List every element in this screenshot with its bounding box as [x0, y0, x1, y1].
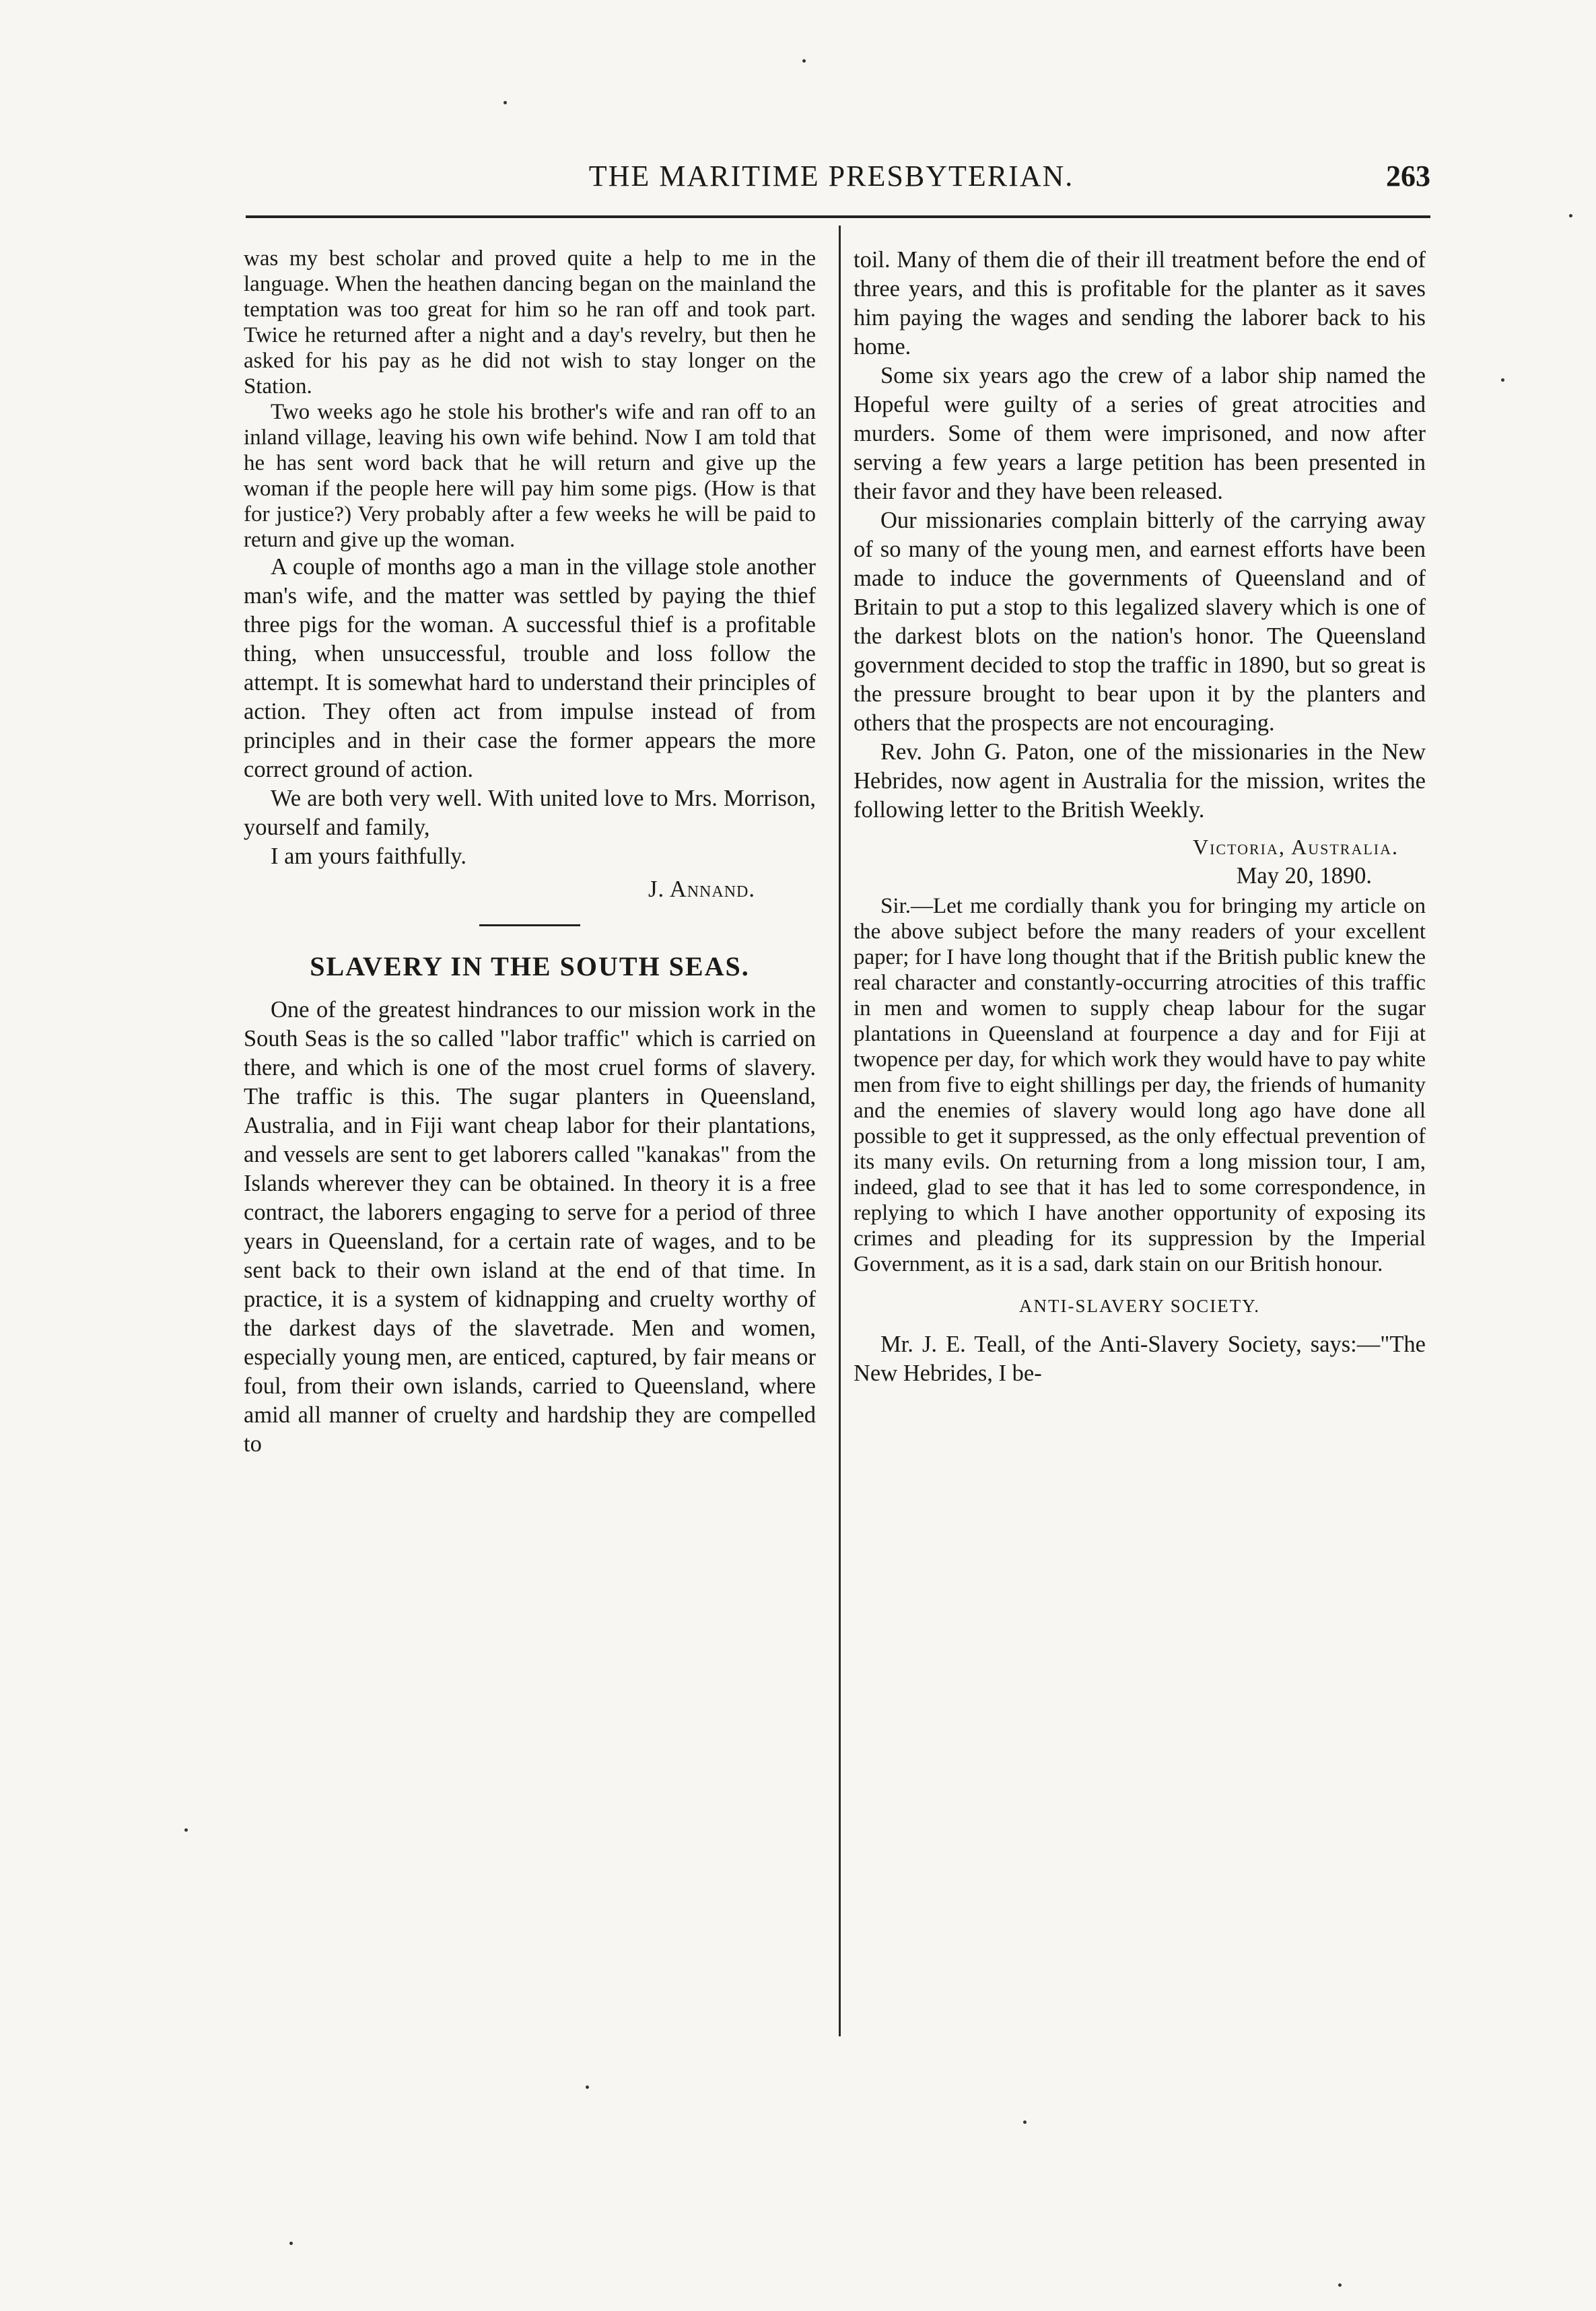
- article-paragraph: Rev. John G. Paton, one of the missionaries in the New Hebrides, now agent in Australia for the mission, writes the following letter to the British Weekly.: [854, 739, 1426, 823]
- running-title: THE MARITIME PRESBYTERIAN.: [588, 160, 1074, 193]
- letter-paragraph: was my best scholar and proved quite a help to me in the language. When the heathen dancing began on the mainland the temptation was too great for him so he ran off and took part. Twice he returned after a night and a day's revelry, but then he asked for his pay as he did not wish to stay longer on the Station.: [244, 246, 816, 399]
- article-paragraph: Some six years ago the crew of a labor ship named the Hopeful were guilty of a series of great atrocities and murders. Some of them were imprisoned, and now after serving a few years a large petition has been presented in their favor and they have been released.: [854, 363, 1426, 504]
- print-speck: [586, 2085, 589, 2089]
- column-divider: [839, 226, 841, 2036]
- section-heading: SLAVERY IN THE SOUTH SEAS.: [310, 951, 750, 981]
- section-separator: [479, 924, 580, 926]
- print-speck: [504, 101, 507, 104]
- article-paragraph: Our missionaries complain bitterly of the carrying away of so many of the young men, and earnest efforts have been made to induce the governments of Queensland and of Britain to put a stop to this legalized slavery which is one of the darkest blots on the nation's honor. The Queensland government decided to stop the traffic in 1890, but so great is the pressure brought to bear upon it by the planters and others that the prospects are not encouraging.: [854, 508, 1426, 736]
- right-column: [854, 246, 1426, 1388]
- print-speck: [1023, 2120, 1027, 2124]
- print-speck: [184, 1828, 188, 1832]
- letter-date: May 20, 1890.: [1236, 863, 1372, 889]
- subheading: ANTI-SLAVERY SOCIETY.: [1018, 1296, 1261, 1316]
- left-column: [244, 246, 816, 1459]
- page-number: 263: [1386, 160, 1430, 193]
- print-speck: [1501, 378, 1504, 382]
- article-paragraph: toil. Many of them die of their ill treatment before the end of three years, and this is profitable for the planter as it saves him paying the wages and sending the laborer back to his home.: [854, 247, 1426, 359]
- running-head: [246, 159, 1430, 206]
- quoted-letter: Sir.—Let me cordially thank you for bringing my article on the above subject before the many readers of your excellent paper; for I have long thought that if the British public knew the real character and constantly-occurring atrocities of this traffic in men and women to supply cheap labour for the sugar plantations in Queensland at fourpence a day and for Fiji at twopence per day, for which work they would have to pay white men from five to eight shillings per day, the friends of humanity and the enemies of slavery would long ago have done all possible to get it suppressed, as the only effectual prevention of its many evils. On returning from a long mission tour, I am, indeed, glad to see that it has led to some correspondence, in replying to which I have another opportunity of exposing its crimes and pleading for its suppression by the Imperial Government, as it is a sad, dark stain on our British honour.: [854, 894, 1426, 1276]
- letter-place: Victoria, Australia.: [1192, 835, 1399, 859]
- print-speck: [289, 2242, 293, 2245]
- letter-signature: J. Annand.: [648, 876, 755, 902]
- letter-paragraph: Two weeks ago he stole his brother's wife and ran off to an inland village, leaving his own wife behind. Now I am told that he has sent word back that he will return and give up the woman if the people here will pay him some pigs. (How is that for justice?) Very probably after a few weeks he will be paid to return and give up the woman.: [244, 400, 816, 552]
- letter-paragraph: We are both very well. With united love to Mrs. Morrison, yourself and family,: [244, 786, 816, 840]
- print-speck: [1338, 2283, 1342, 2287]
- header-rule: [246, 215, 1430, 218]
- letter-paragraph: A couple of months ago a man in the village stole another man's wife, and the matter was settled by paying the thief three pigs for the woman. A successful thief is a profitable thing, when unsuccessful, trouble and loss follow the attempt. It is somewhat hard to understand their principles of action. They often act from impulse instead of from principles and in their case the former appears the more correct ground of action.: [244, 554, 816, 782]
- letter-closing: I am yours faithfully.: [271, 843, 466, 869]
- article-paragraph: One of the greatest hindrances to our mission work in the South Seas is the so called "labor traffic" which is carried on there, and which is one of the most cruel forms of slavery. The traffic is this. The sugar planters in Queensland, Australia, and in Fiji want cheap labor for their plantations, and vessels are sent to get laborers called "kanakas" from the Islands wherever they can be obtained. In theory it is a free contract, the laborers engaging to serve for a period of three years in Queensland, for a certain rate of wages, and to be sent back to their own island at the end of that time. In practice, it is a system of kidnapping and cruelty worthy of the darkest days of the slavetrade. Men and women, especially young men, are enticed, captured, by fair means or foul, from their own islands, carried to Queensland, where amid all manner of cruelty and hardship they are compelled to: [244, 997, 816, 1457]
- article-paragraph: Mr. J. E. Teall, of the Anti-Slavery Society, says:—"The New Hebrides, I be-: [854, 1332, 1426, 1386]
- print-speck: [1569, 214, 1572, 217]
- print-speck: [802, 59, 806, 63]
